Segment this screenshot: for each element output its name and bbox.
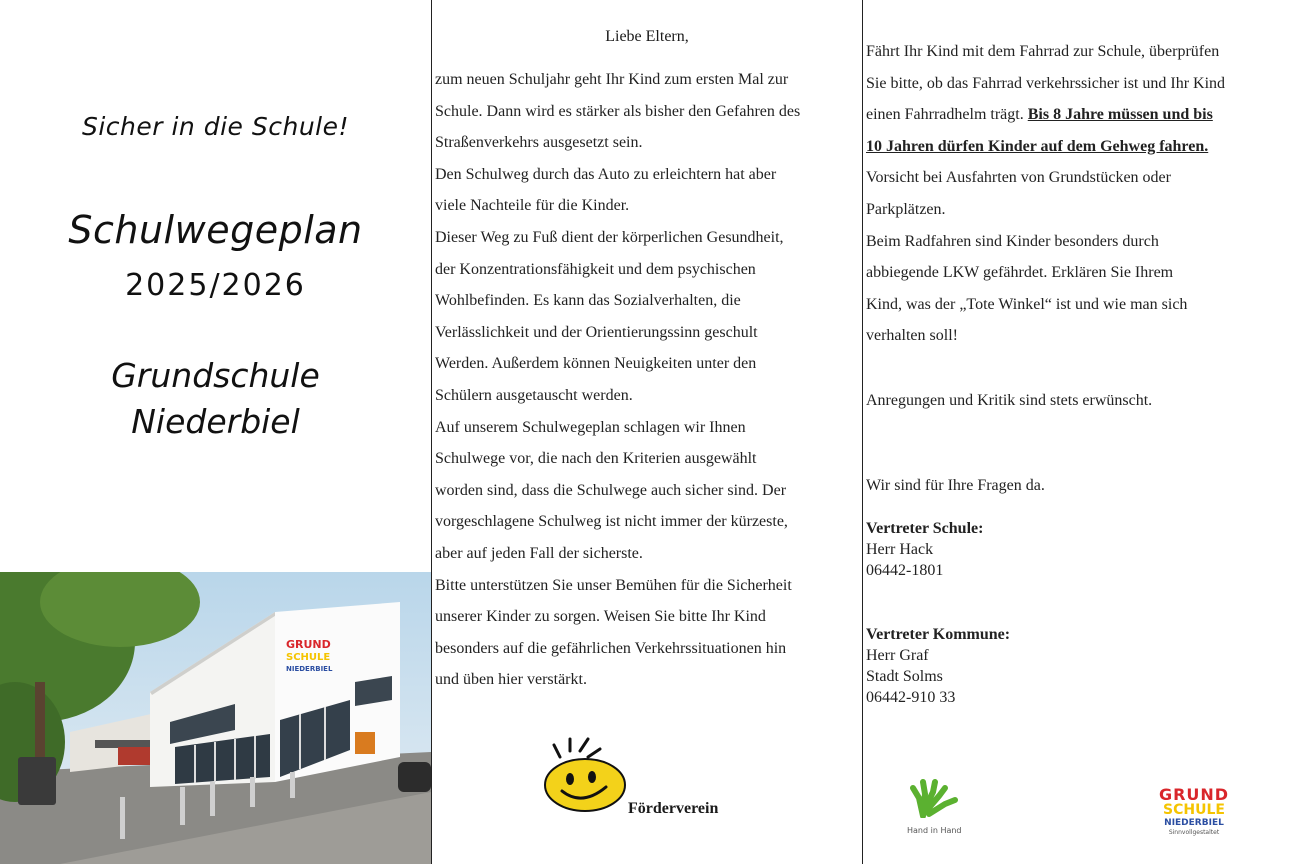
grundschule-logo (1149, 787, 1239, 837)
foerderverein-label: Förderverein (628, 800, 719, 817)
smiley-logo (540, 735, 630, 815)
letter-line: Straßenverkehrs ausgesetzt sein. (435, 134, 643, 152)
logo-word-schule: SCHULE (1163, 802, 1225, 818)
letter-line: Den Schulweg durch das Auto zu erleichtern hat aber (435, 165, 777, 183)
letter-line: Auf unserem Schulwegeplan schlagen wir Ihnen (435, 418, 746, 436)
letter-line: Wohlbefinden. Es kann das Sozialverhalten, die (435, 292, 741, 310)
letter-line: Schule. Dann wird es stärker als bisher den Gefahren des (435, 102, 801, 120)
bike-safety-text (866, 36, 1225, 352)
hand-in-hand-label: Hand in Hand (907, 826, 962, 835)
sidewalk-rule-emphasis: Bis 8 Jahre müssen und bis (1027, 106, 1213, 124)
info-line: Parkplätzen. (866, 200, 946, 218)
school-contact (866, 518, 983, 581)
photo-sign-line3: NIEDERBIEL (286, 665, 333, 673)
info-line-plain: einen Fahrradhelm trägt. (866, 106, 1024, 124)
municipal-contact-org: Stadt Solms (866, 668, 943, 685)
letter-line: Verlässlichkeit und der Orientierungssinn geschult (435, 323, 758, 341)
letter-line: Werden. Außerdem können Neuigkeiten unter den (435, 355, 757, 373)
letter-panel (431, 0, 863, 864)
letter-line: Dieser Weg zu Fuß dient der körperlichen Gesundheit, (435, 228, 784, 246)
letter-greeting: Liebe Eltern, (605, 28, 689, 45)
letter-line: der Konzentrationsfähigkeit und dem psychischen (435, 260, 756, 278)
photo-sign-line1: GRUND (286, 638, 331, 651)
cover-school-name-line1: Grundschule (111, 356, 320, 395)
info-line: verhalten soll! (866, 327, 958, 345)
cover-year: 2025/2026 (125, 268, 306, 303)
hand-in-hand-logo (905, 778, 965, 818)
cover-panel (0, 0, 431, 864)
letter-line: aber auf jeden Fall der sicherste. (435, 544, 643, 562)
letter-line: worden sind, dass die Schulwege auch sicher sind. Der (435, 481, 787, 499)
cover-school-name-line2: Niederbiel (131, 402, 300, 441)
school-contact-heading: Vertreter Schule: (866, 520, 984, 537)
letter-body (435, 64, 860, 696)
info-panel (863, 0, 1296, 864)
letter-line: unserer Kinder zu sorgen. Weisen Sie bitte Ihr Kind (435, 608, 766, 626)
info-line: abbiegende LKW gefährdet. Erklären Sie Ihrem (866, 264, 1174, 282)
cover-subtitle: Sicher in die Schule! (81, 112, 350, 141)
info-line: Beim Radfahren sind Kinder besonders durch (866, 232, 1159, 250)
school-contact-name: Herr Hack (866, 541, 934, 558)
feedback-text: Anregungen und Kritik sind stets erwünscht. (866, 392, 1153, 409)
cover-title: Schulwegeplan (68, 208, 363, 252)
info-line: Fährt Ihr Kind mit dem Fahrrad zur Schule, überprüfen (866, 43, 1220, 60)
municipal-contact-phone: 06442-910 33 (866, 689, 956, 706)
questions-text: Wir sind für Ihre Fragen da. (866, 477, 1045, 494)
letter-line: Schülern ausgetauscht werden. (435, 386, 633, 404)
municipal-contact-name: Herr Graf (866, 647, 929, 664)
logo-word-grund: GRUND (1158, 785, 1230, 804)
sidewalk-rule-emphasis-2: 10 Jahren dürfen Kinder auf dem Gehweg fahren. (866, 137, 1209, 155)
info-line: Sie bitte, ob das Fahrrad verkehrssicher ist und Ihr Kind (866, 74, 1226, 92)
letter-line: zum neuen Schuljahr geht Ihr Kind zum ersten Mal zur (435, 71, 789, 88)
photo-sign-line2: SCHULE (286, 652, 331, 663)
letter-line: Bitte unterstützen Sie unser Bemühen für die Sicherheit (435, 576, 792, 594)
municipal-contact-heading: Vertreter Kommune: (866, 626, 1011, 643)
letter-line: und üben hier verstärkt. (435, 671, 587, 689)
letter-line: viele Nachteile für die Kinder. (435, 197, 630, 215)
letter-line: Schulwege vor, die nach den Kriterien ausgewählt (435, 450, 757, 468)
info-line: Vorsicht bei Ausfahrten von Grundstücken oder (866, 169, 1171, 187)
school-contact-phone: 06442-1801 (866, 562, 944, 579)
municipal-contact (866, 624, 1010, 708)
letter-line: besonders auf die gefährlichen Verkehrssituationen hin (435, 639, 787, 657)
info-line: Kind, was der „Tote Winkel“ ist und wie man sich (866, 295, 1188, 313)
letter-line: vorgeschlagene Schulweg ist nicht immer der kürzeste, (435, 513, 788, 531)
logo-tagline: Sinnvollgestaltet (1168, 829, 1220, 836)
info-line (866, 99, 1225, 131)
school-building-photo (0, 572, 431, 864)
logo-word-niederbiel: NIEDERBIEL (1164, 818, 1224, 828)
